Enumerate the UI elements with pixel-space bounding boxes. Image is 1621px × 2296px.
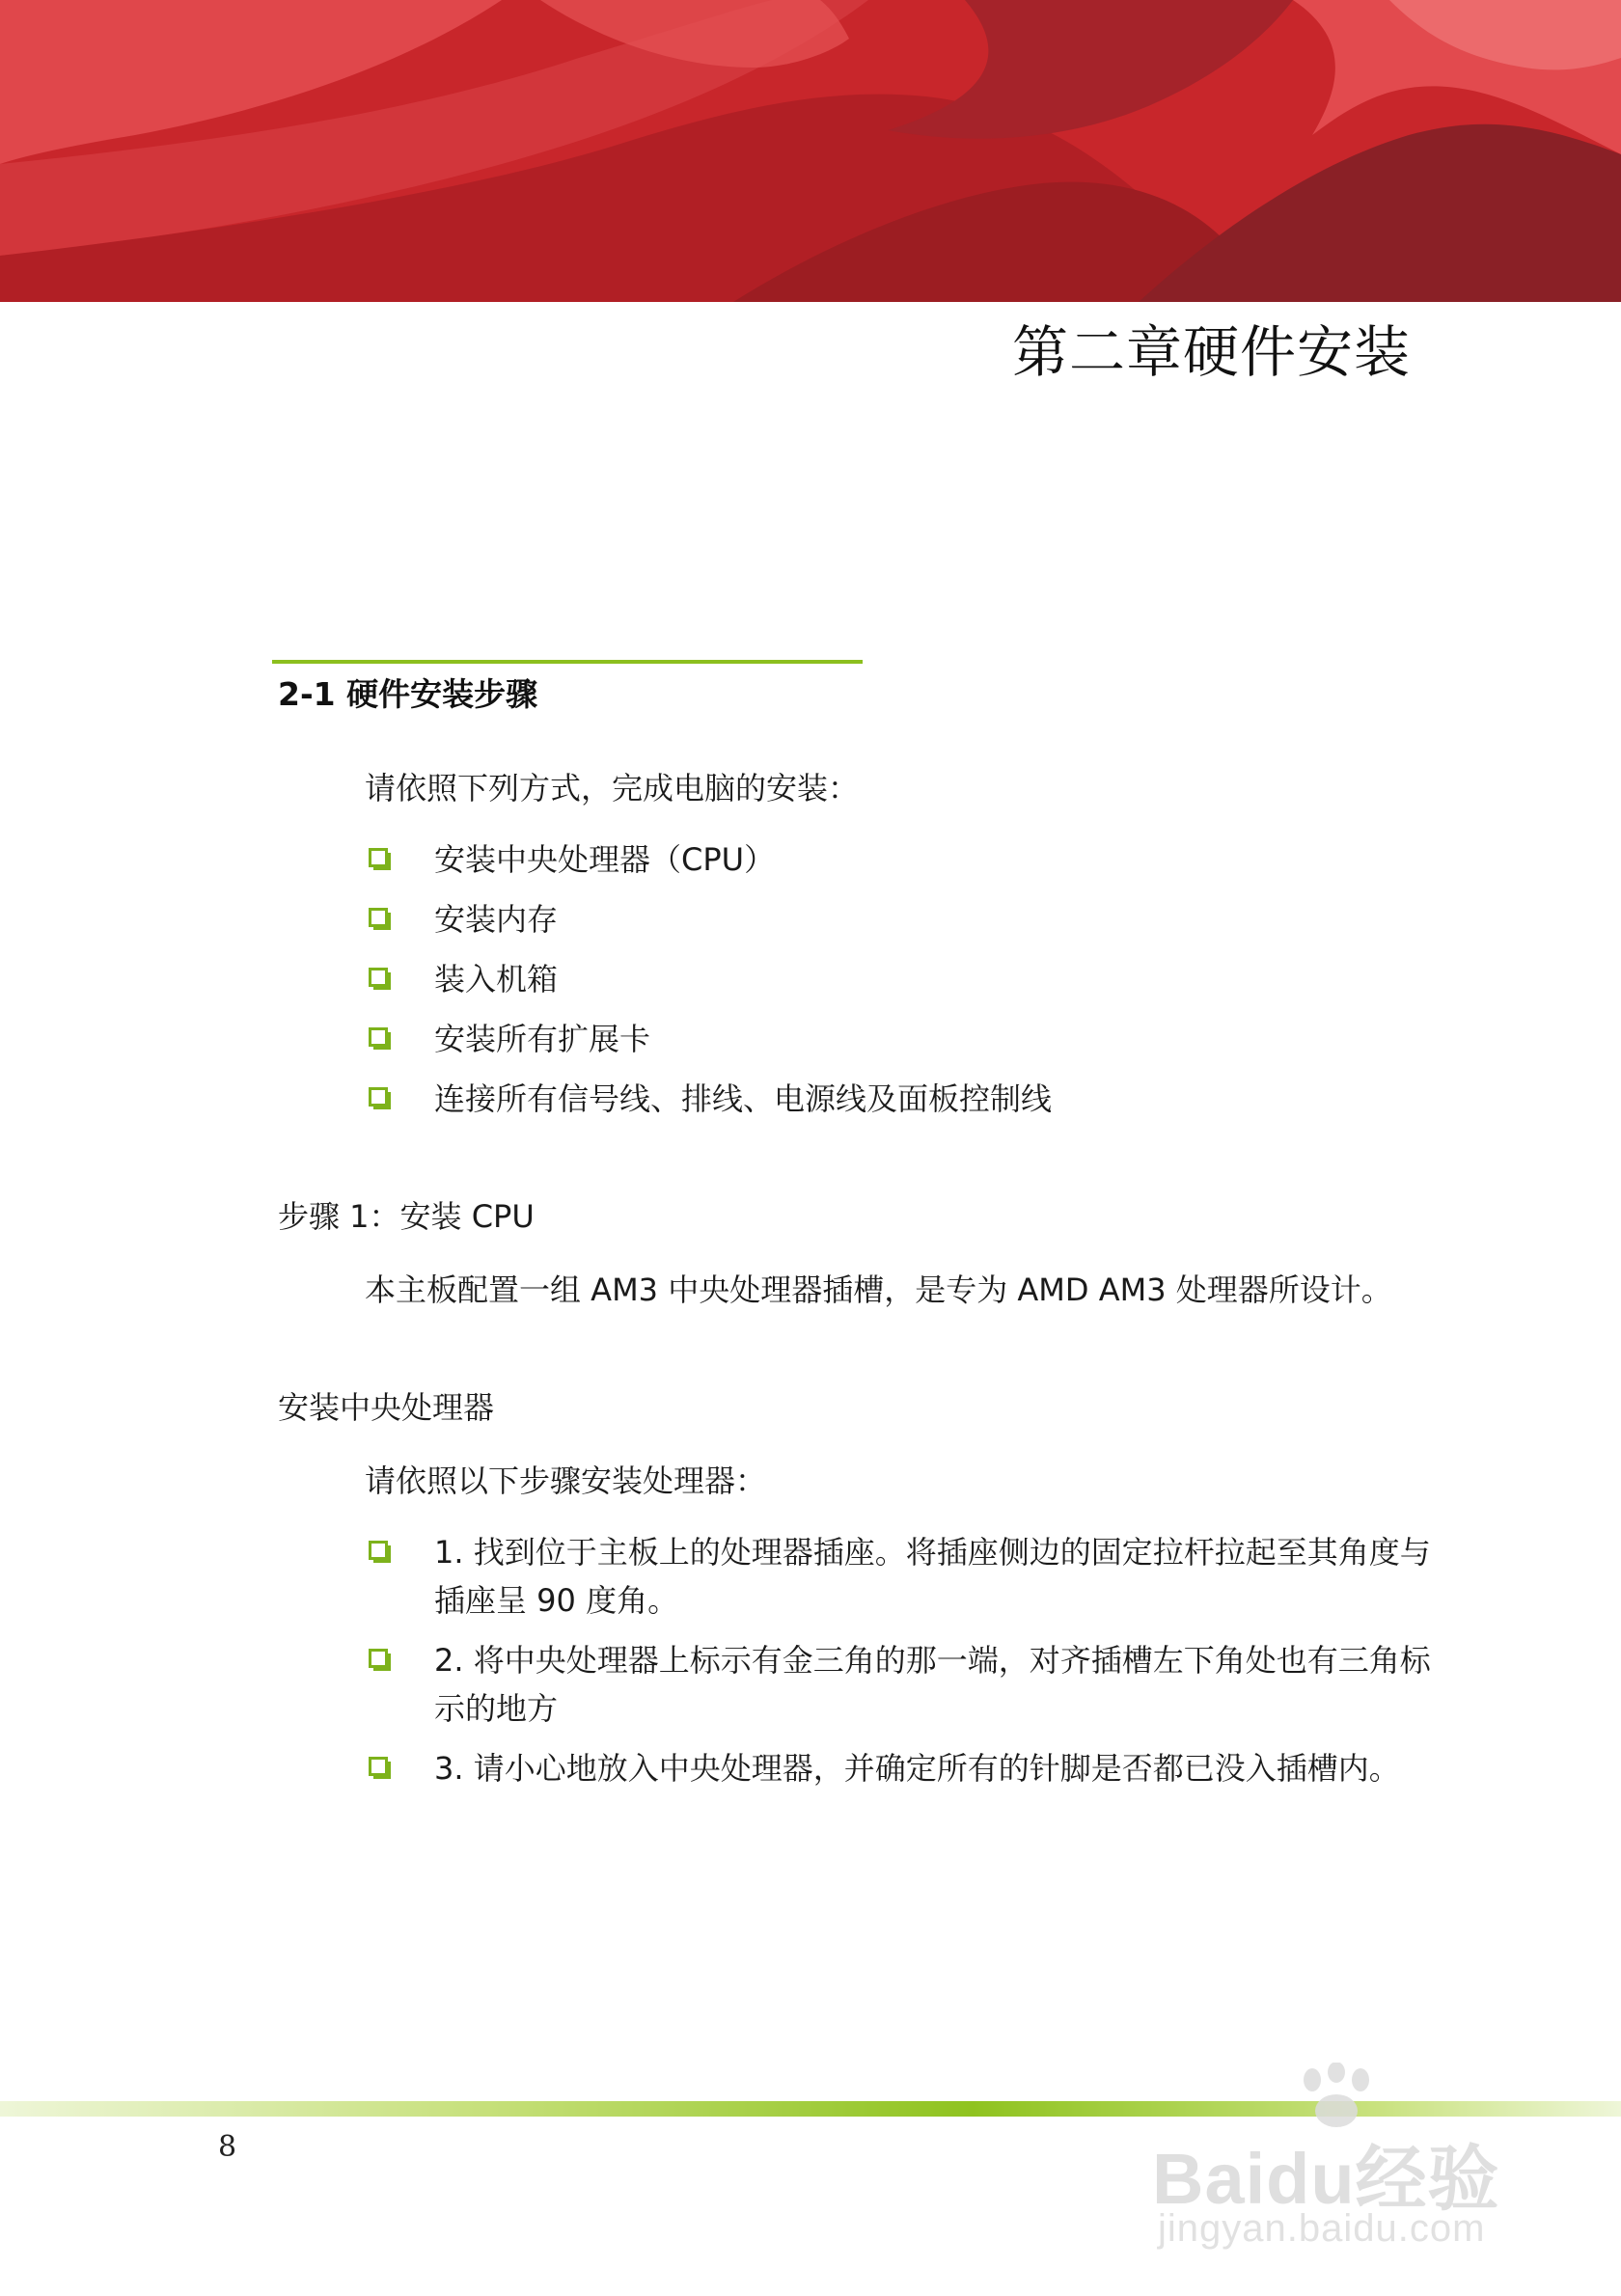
list-item-text: 3. 请小心地放入中央处理器，并确定所有的针脚是否都已没入插槽内。 (434, 1750, 1400, 1787)
banner-artwork (0, 0, 1621, 302)
checkbox-bullet-icon (369, 968, 388, 987)
list-item-text: 安装中央处理器（CPU） (434, 841, 776, 878)
install-overview-list (365, 835, 1052, 1134)
page-number: 8 (218, 2130, 237, 2164)
list-item-text: 2. 将中央处理器上标示有金三角的那一端，对齐插槽左下角处也有三角标示的地方 (434, 1642, 1431, 1727)
list-item-text: 安装内存 (434, 901, 559, 938)
section-intro: 请依照下列方式，完成电脑的安装： (365, 770, 860, 806)
list-item (365, 1744, 1436, 1792)
list-item-text: 安装所有扩展卡 (434, 1021, 651, 1057)
section-divider (272, 660, 863, 664)
header-banner (0, 0, 1621, 302)
install-cpu-intro: 请依照以下步骤安装处理器： (365, 1462, 767, 1499)
list-item (365, 1075, 1052, 1134)
checkbox-bullet-icon (369, 1541, 388, 1560)
watermark-url: jingyan.baidu.com (1158, 2207, 1486, 2250)
install-cpu-steps (365, 1528, 1436, 1792)
checkbox-bullet-icon (369, 1087, 388, 1107)
list-item (365, 895, 1052, 955)
checkbox-bullet-icon (369, 1757, 388, 1776)
step1-title: 步骤 1：安装 CPU (278, 1198, 535, 1235)
list-item-text: 装入机箱 (434, 961, 559, 998)
watermark-main: Baidu经验 (1152, 2139, 1500, 2219)
section-heading: 2-1 硬件安装步骤 (278, 675, 538, 713)
checkbox-bullet-icon (369, 1649, 388, 1668)
paw-icon (1293, 2063, 1380, 2130)
list-item (365, 1528, 1436, 1625)
install-cpu-title: 安装中央处理器 (278, 1389, 495, 1426)
list-item (365, 1015, 1052, 1075)
list-item (365, 955, 1052, 1015)
checkbox-bullet-icon (369, 1027, 388, 1047)
baidu-watermark (1148, 2063, 1553, 2255)
list-item (365, 835, 1052, 895)
list-item-text: 连接所有信号线、排线、电源线及面板控制线 (434, 1080, 1053, 1117)
list-item-text: 1. 找到位于主板上的处理器插座。将插座侧边的固定拉杆拉起至其角度与插座呈 90 度角。 (434, 1534, 1431, 1619)
list-item (365, 1636, 1436, 1733)
checkbox-bullet-icon (369, 908, 388, 927)
step1-description: 本主板配置一组 AM3 中央处理器插槽，是专为 AMD AM3 处理器所设计。 (365, 1271, 1392, 1308)
chapter-title: 第二章硬件安装 (1011, 319, 1411, 385)
checkbox-bullet-icon (369, 848, 388, 867)
